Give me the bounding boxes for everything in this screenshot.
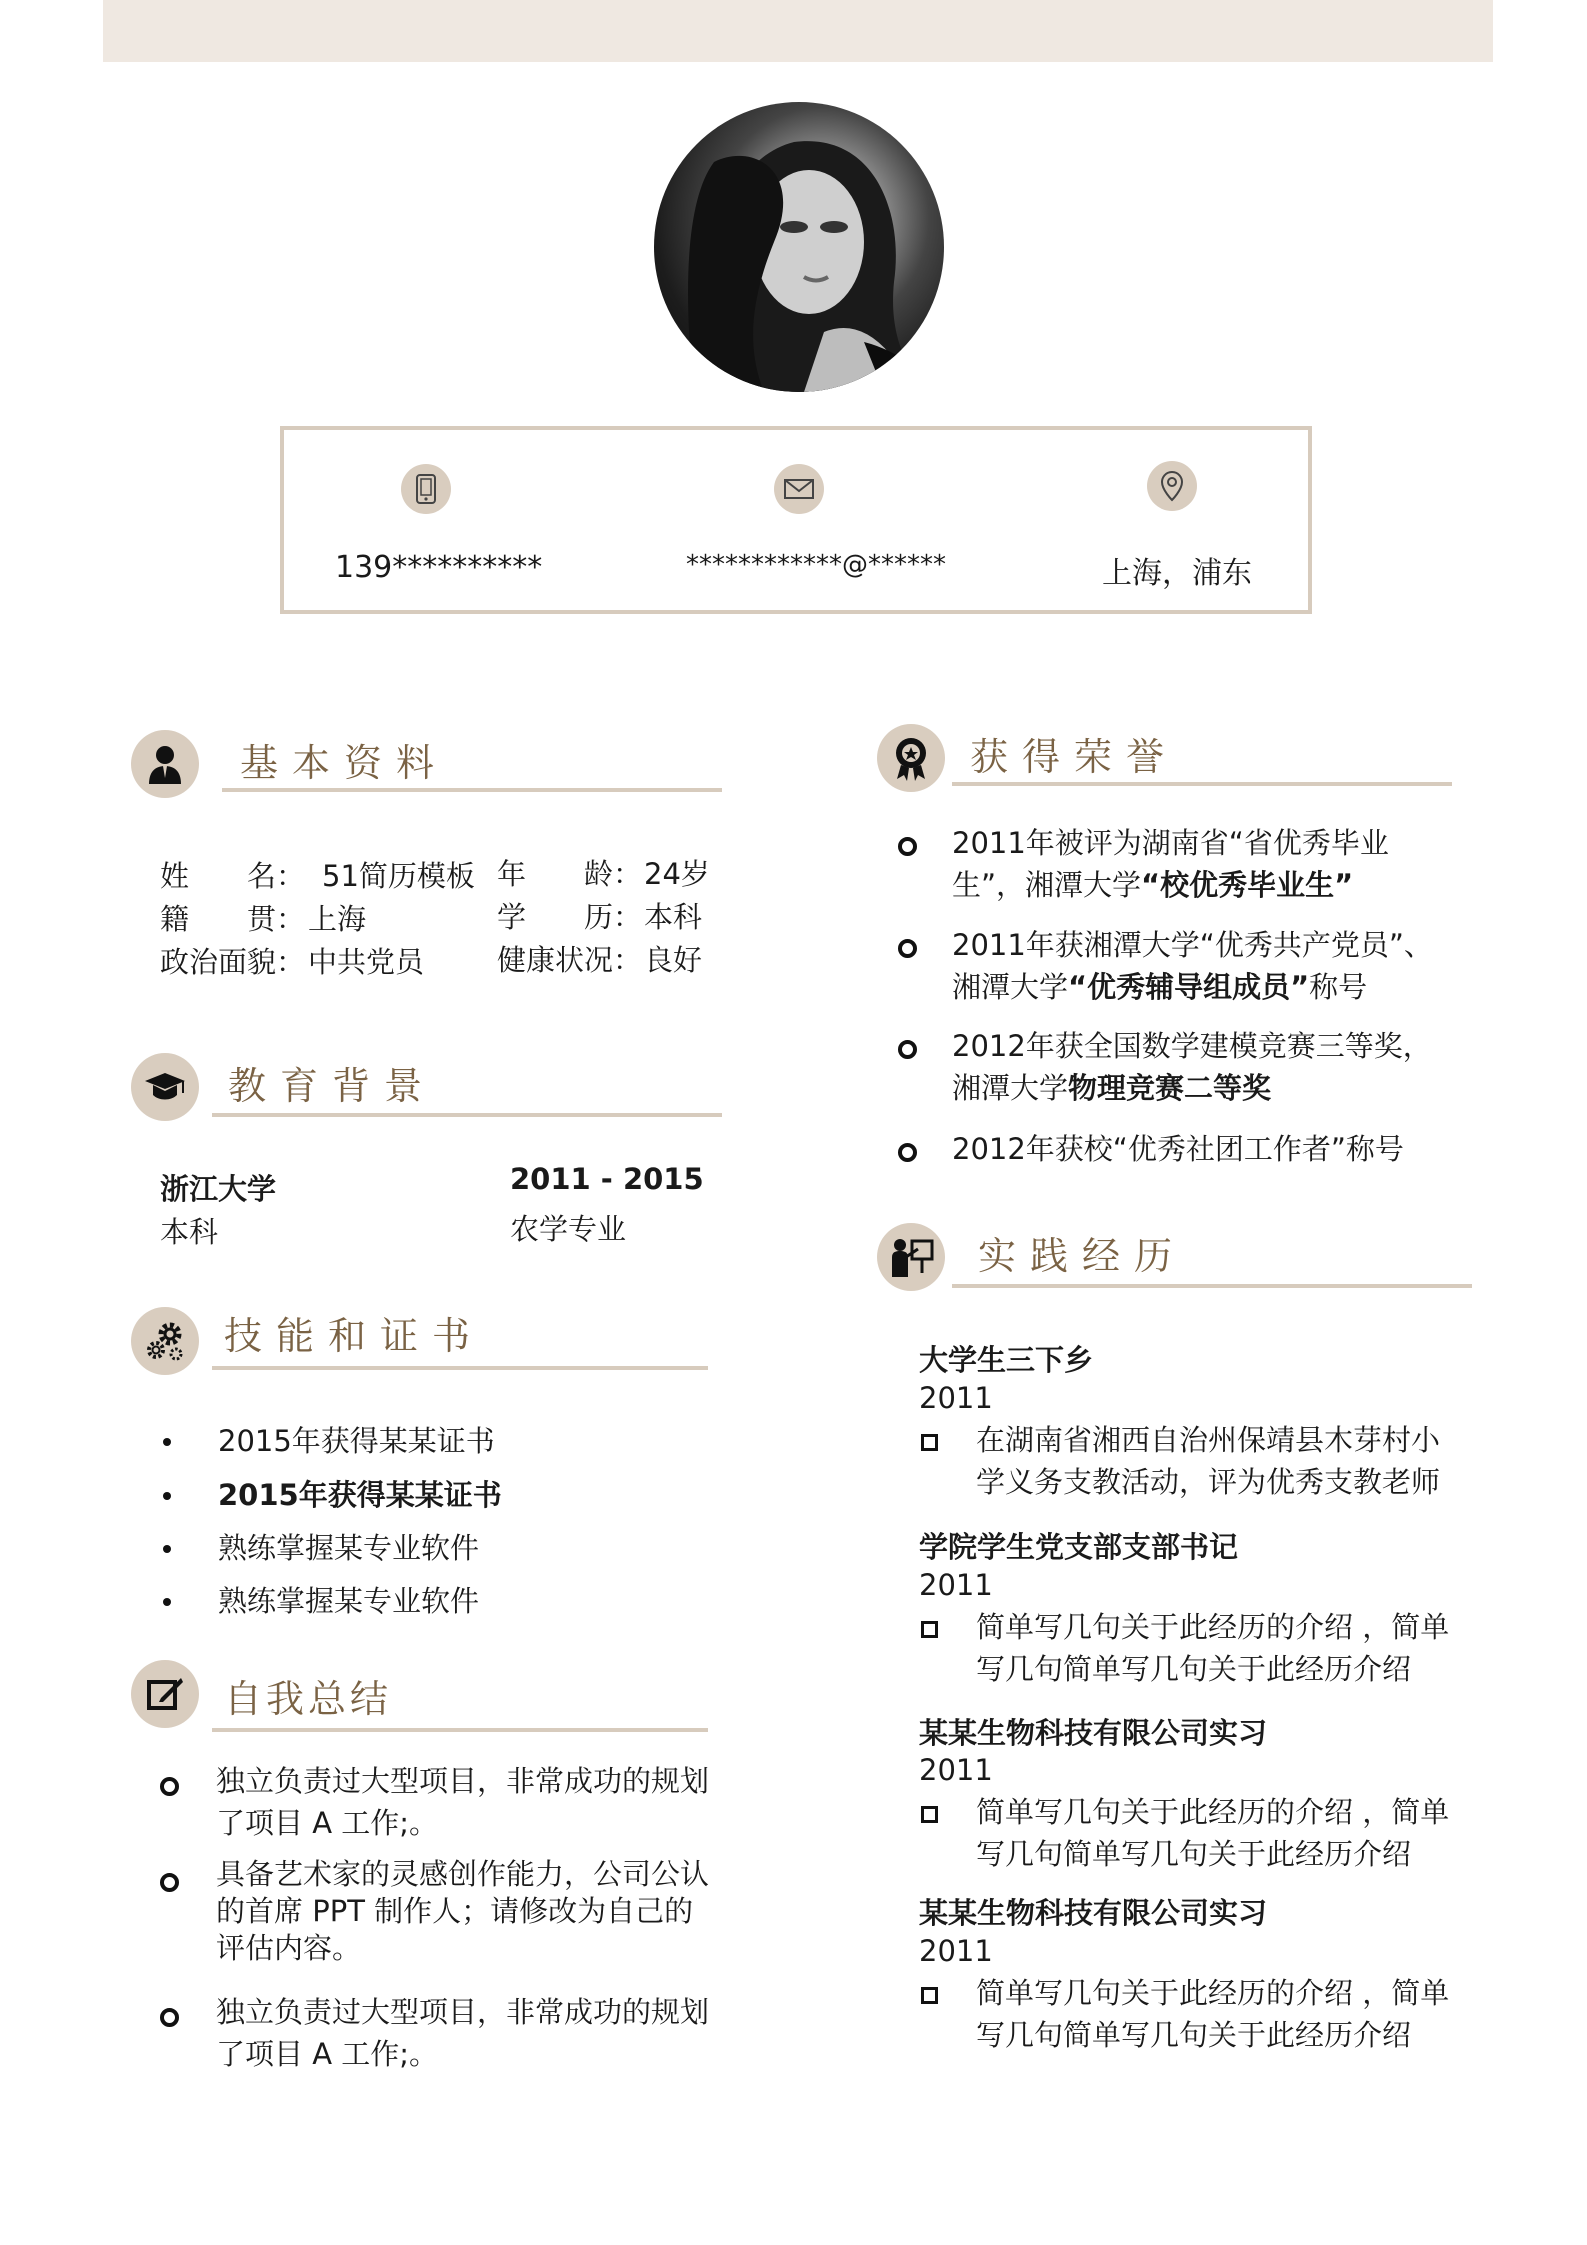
age-value: 24岁 [644, 857, 710, 891]
summary-divider [212, 1728, 708, 1732]
portrait-graphic [654, 102, 944, 392]
practice-item-year: 2011 [919, 1934, 993, 1968]
summary-item: 具备艺术家的灵感创作能力，公司公认 的首席 PPT 制作人；请修改为自己的 评估内容。 [216, 1857, 710, 1965]
skill-item: 2015年获得某某证书 [218, 1424, 495, 1458]
skill-bullet [163, 1492, 171, 1500]
practice-item-desc: 简单写几句关于此经历的介绍 ，简单 写几句简单写几句关于此经历介绍 [976, 1976, 1450, 2052]
edit-icon [131, 1660, 199, 1728]
education-years: 2011 - 2015 [510, 1162, 704, 1196]
phone-icon [401, 464, 451, 514]
edu-value: 本科 [644, 900, 703, 934]
practice-item-desc: 简单写几句关于此经历的介绍 ，简单 写几句简单写几句关于此经历介绍 [976, 1610, 1450, 1686]
practice-bullet [921, 1434, 938, 1451]
location-text: 上海，浦东 [1102, 556, 1252, 591]
summary-item: 独立负责过大型项目，非常成功的规划 了项目 A 工作;。 [216, 1995, 710, 2071]
honor-bullet [898, 1143, 917, 1162]
honor-bullet [898, 939, 917, 958]
basic-divider [222, 788, 722, 792]
political-value: 中共党员 [308, 945, 425, 979]
practice-bullet [921, 1987, 938, 2004]
skill-bullet [163, 1545, 171, 1553]
summary-title: 自我总结 [224, 1677, 393, 1721]
skill-item: 熟练掌握某专业软件 [218, 1531, 480, 1565]
honor-item: 2011年被评为湖南省“省优秀毕业 生”，湘潭大学“校优秀毕业生” [952, 826, 1389, 902]
gears-icon [131, 1307, 199, 1375]
honor-item: 2012年获全国数学建模竞赛三等奖， 湘潭大学物理竞赛二等奖 [952, 1029, 1432, 1105]
practice-item-title: 某某生物科技有限公司实习 [919, 1896, 1268, 1930]
graduation-cap-icon [131, 1053, 199, 1121]
practice-bullet [921, 1621, 938, 1638]
practice-item-year: 2011 [919, 1568, 993, 1602]
practice-item-year: 2011 [919, 1381, 993, 1415]
practice-item-title: 某某生物科技有限公司实习 [919, 1716, 1268, 1750]
basic-title: 基本资料 [240, 741, 449, 785]
native-label: 籍 贯： [160, 902, 306, 936]
practice-divider [952, 1284, 1472, 1288]
award-icon [877, 724, 945, 792]
honor-bullet [898, 1040, 917, 1059]
summary-bullet [160, 1777, 179, 1796]
school-name: 浙江大学 [160, 1172, 277, 1206]
practice-item-title: 大学生三下乡 [919, 1343, 1094, 1377]
skill-bullet [163, 1598, 171, 1606]
profile-photo [654, 102, 944, 392]
phone-number: 139********** [335, 550, 543, 585]
top-band [103, 0, 1493, 62]
honor-item: 2012年获校“优秀社团工作者”称号 [952, 1132, 1404, 1166]
email-icon [774, 464, 824, 514]
age-label: 年 龄： [497, 857, 643, 891]
practice-item-year: 2011 [919, 1753, 993, 1787]
honors-divider [952, 782, 1452, 786]
skills-title: 技能和证书 [224, 1314, 485, 1358]
practice-item-title: 学院学生党支部支部书记 [919, 1530, 1239, 1564]
education-divider [212, 1113, 722, 1117]
political-label: 政治面貌： [160, 945, 306, 979]
practice-bullet [921, 1806, 938, 1823]
email-address: ************@****** [686, 550, 946, 580]
honor-item: 2011年获湘潭大学“优秀共产党员”、 湘潭大学“优秀辅导组成员”称号 [952, 928, 1433, 1004]
major: 农学专业 [510, 1212, 627, 1246]
practice-item-desc: 在湖南省湘西自治州保靖县木芽村小 学义务支教活动，评为优秀支教老师 [976, 1423, 1441, 1499]
skill-bullet [163, 1438, 171, 1446]
honors-title: 获得荣誉 [970, 735, 1179, 779]
location-icon [1147, 461, 1197, 511]
name-label: 姓 名： [160, 859, 306, 893]
name-value: 51简历模板 [322, 859, 475, 893]
presenter-icon [877, 1223, 945, 1291]
skill-item: 熟练掌握某专业软件 [218, 1584, 480, 1618]
degree: 本科 [160, 1215, 219, 1249]
skill-item: 2015年获得某某证书 [218, 1478, 502, 1512]
summary-bullet [160, 1873, 179, 1892]
edu-label: 学 历： [497, 900, 643, 934]
native-value: 上海 [308, 902, 367, 936]
summary-bullet [160, 2008, 179, 2027]
skills-divider [212, 1366, 708, 1370]
summary-item: 独立负责过大型项目，非常成功的规划 了项目 A 工作;。 [216, 1764, 710, 1840]
practice-title: 实践经历 [978, 1234, 1187, 1278]
practice-item-desc: 简单写几句关于此经历的介绍 ，简单 写几句简单写几句关于此经历介绍 [976, 1795, 1450, 1871]
person-icon [131, 730, 199, 798]
health-value: 良好 [644, 943, 703, 977]
health-label: 健康状况： [497, 943, 643, 977]
honor-bullet [898, 837, 917, 856]
education-title: 教育背景 [228, 1064, 437, 1108]
